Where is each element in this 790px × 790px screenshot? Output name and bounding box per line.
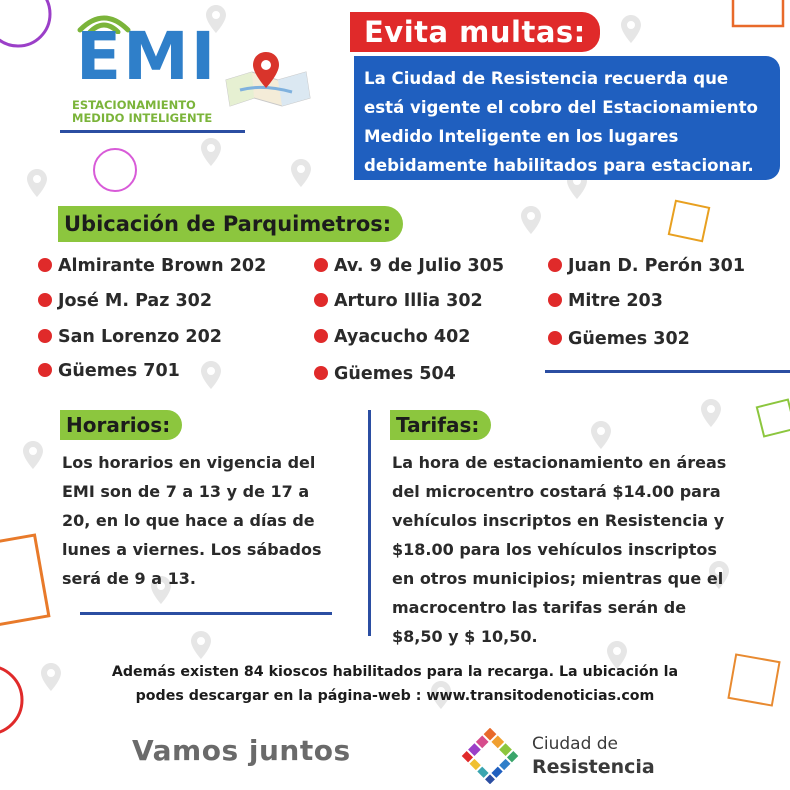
city-name-line1: Ciudad de bbox=[532, 734, 619, 754]
section-title-tarifas: Tarifas: bbox=[390, 410, 491, 440]
map-pin-icon bbox=[222, 50, 314, 108]
tarifas-line: vehículos inscriptos en Resistencia y bbox=[392, 511, 725, 530]
pin-watermark-icon bbox=[290, 158, 312, 188]
page-title: Evita multas: bbox=[356, 12, 600, 52]
pin-watermark-icon bbox=[26, 168, 48, 198]
logo-subtitle-line1: ESTACIONAMIENTO bbox=[72, 98, 196, 112]
location-item bbox=[38, 360, 180, 382]
location-label: Ayacucho 402 bbox=[334, 327, 471, 347]
footer-note-line: Además existen 84 kioscos habilitados para la recarga. La ubicación la bbox=[111, 664, 679, 680]
bullet-dot-icon bbox=[314, 366, 328, 380]
pin-watermark-icon bbox=[620, 14, 642, 44]
logo-subtitle-line2: MEDIDO INTELIGENTE bbox=[72, 111, 213, 125]
location-item bbox=[548, 255, 745, 277]
location-item bbox=[38, 326, 222, 348]
tarifas-line: del microcentro costará $14.00 para bbox=[392, 482, 721, 501]
pin-watermark-icon bbox=[190, 630, 212, 660]
pin-watermark-icon bbox=[200, 137, 222, 167]
horarios-line: EMI son de 7 a 13 y de 17 a bbox=[62, 482, 310, 501]
slogan: Vamos juntos bbox=[132, 734, 351, 767]
city-logo bbox=[460, 728, 660, 784]
bullet-dot-icon bbox=[38, 363, 52, 377]
tarifas-line: La hora de estacionamiento en áreas bbox=[392, 453, 727, 472]
footer-note-line: podes descargar en la página-web : www.transitodenoticias.com bbox=[135, 688, 655, 704]
location-label: Güemes 302 bbox=[568, 329, 690, 349]
location-label: San Lorenzo 202 bbox=[58, 327, 222, 347]
decor-circle-magenta bbox=[90, 145, 140, 195]
tarifas-line: $18.00 para los vehículos inscriptos bbox=[392, 540, 717, 559]
emi-logo bbox=[68, 8, 218, 128]
info-line: Medido Inteligente en los lugares bbox=[364, 127, 679, 146]
location-item bbox=[314, 290, 483, 312]
horarios-text bbox=[62, 448, 321, 593]
pin-watermark-icon bbox=[700, 398, 722, 428]
bullet-dot-icon bbox=[548, 258, 562, 272]
bullet-dot-icon bbox=[314, 293, 328, 307]
bullet-dot-icon bbox=[38, 258, 52, 272]
info-line: La Ciudad de Resistencia recuerda que bbox=[364, 69, 729, 88]
decor-square-orange-left bbox=[0, 530, 60, 630]
location-label: Juan D. Perón 301 bbox=[568, 256, 746, 276]
logo-underline bbox=[60, 130, 245, 133]
location-label: Mitre 203 bbox=[568, 291, 663, 311]
section-title-locations: Ubicación de Parquimetros: bbox=[58, 206, 403, 242]
footer-note bbox=[0, 660, 790, 708]
section-title-horarios: Horarios: bbox=[60, 410, 182, 440]
tarifas-line: en otros municipios; mientras que el bbox=[392, 569, 724, 588]
location-label: José M. Paz 302 bbox=[58, 291, 213, 311]
bullet-dot-icon bbox=[314, 329, 328, 343]
vertical-divider bbox=[368, 410, 371, 636]
tarifas-line: macrocentro las tarifas serán de bbox=[392, 598, 687, 617]
city-emblem-icon bbox=[460, 728, 520, 784]
pin-watermark-icon bbox=[590, 420, 612, 450]
location-item bbox=[548, 290, 663, 312]
bullet-dot-icon bbox=[548, 293, 562, 307]
info-line: debidamente habilitados para estacionar. bbox=[364, 156, 754, 175]
location-item bbox=[314, 363, 456, 385]
bullet-dot-icon bbox=[548, 331, 562, 345]
decor-square-green bbox=[752, 395, 790, 440]
bullet-dot-icon bbox=[38, 329, 52, 343]
tarifas-line: $8,50 y $ 10,50. bbox=[392, 627, 538, 646]
divider bbox=[80, 612, 332, 615]
location-label: Güemes 701 bbox=[58, 361, 180, 381]
pin-watermark-icon bbox=[520, 205, 542, 235]
location-item bbox=[38, 255, 266, 277]
tarifas-text bbox=[392, 448, 726, 651]
pin-watermark-icon bbox=[200, 360, 222, 390]
horarios-line: lunes a viernes. Los sábados bbox=[62, 540, 322, 559]
logo-wordmark: EMI bbox=[76, 18, 218, 95]
decor-square-orange-mid bbox=[660, 192, 720, 252]
horarios-line: Los horarios en vigencia del bbox=[62, 453, 316, 472]
location-item bbox=[314, 255, 504, 277]
location-label: Arturo Illia 302 bbox=[334, 291, 483, 311]
pin-watermark-icon bbox=[22, 440, 44, 470]
location-label: Av. 9 de Julio 305 bbox=[334, 256, 505, 276]
divider bbox=[545, 370, 790, 373]
location-item bbox=[38, 290, 212, 312]
location-label: Güemes 504 bbox=[334, 364, 456, 384]
horarios-line: será de 9 a 13. bbox=[62, 569, 196, 588]
location-label: Almirante Brown 202 bbox=[58, 256, 267, 276]
info-box bbox=[354, 56, 780, 180]
decor-circle-purple-top bbox=[0, 0, 60, 60]
info-line: está vigente el cobro del Estacionamiento bbox=[364, 98, 758, 117]
bullet-dot-icon bbox=[38, 293, 52, 307]
location-item bbox=[548, 328, 690, 350]
decor-square-orange-top bbox=[725, 0, 790, 35]
horarios-line: 20, en lo que hace a días de bbox=[62, 511, 315, 530]
location-item bbox=[314, 326, 470, 348]
city-name-line2: Resistencia bbox=[532, 756, 655, 778]
bullet-dot-icon bbox=[314, 258, 328, 272]
